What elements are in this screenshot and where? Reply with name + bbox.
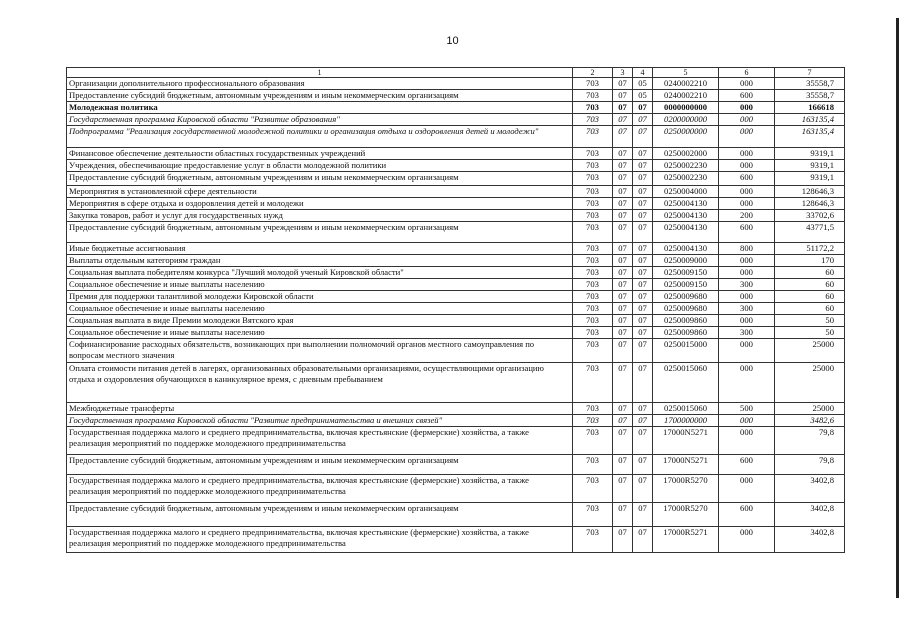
table-row [67,210,845,222]
table-row [67,303,845,315]
row-target-article-cell: 0250009000 [653,255,719,267]
row-code-cell: 703 [573,291,613,303]
row-expense-type-cell: 200 [719,210,775,222]
table-row [67,291,845,303]
row-name-cell: Предоставление субсидий бюджетным, автономным учреждениям и иным некоммерческим организациям [67,90,573,102]
page-edge-rule [896,18,899,598]
row-expense-type-cell: 000 [719,148,775,160]
row-section-cell: 07 [613,222,633,243]
row-subsection-cell: 05 [633,78,653,90]
row-code-cell: 703 [573,415,613,427]
table-row [67,339,845,363]
row-subsection-cell: 07 [633,363,653,403]
row-subsection-cell: 07 [633,315,653,327]
row-amount-cell: 79,8 [775,455,845,475]
row-amount-cell: 3402,8 [775,527,845,553]
row-target-article-cell: 17000R5271 [653,527,719,553]
header-cell: 2 [573,68,613,78]
row-target-article-cell: 0250015000 [653,339,719,363]
row-name-cell: Социальное обеспечение и иные выплаты населению [67,279,573,291]
header-cell: 1 [67,68,573,78]
table-row [67,363,845,403]
row-subsection-cell: 07 [633,475,653,503]
row-name-cell: Предоставление субсидий бюджетным, автономным учреждениям и иным некоммерческим организациям [67,455,573,475]
row-target-article-cell: 0250004130 [653,222,719,243]
row-amount-cell: 9319,1 [775,148,845,160]
row-code-cell: 703 [573,148,613,160]
row-amount-cell: 60 [775,303,845,315]
row-expense-type-cell: 000 [719,160,775,172]
row-amount-cell: 163135,4 [775,126,845,148]
row-subsection-cell: 07 [633,102,653,114]
row-code-cell: 703 [573,339,613,363]
row-subsection-cell: 07 [633,327,653,339]
row-name-cell: Закупка товаров, работ и услуг для государственных нужд [67,210,573,222]
row-amount-cell: 79,8 [775,427,845,455]
budget-table [66,67,845,553]
row-subsection-cell: 07 [633,279,653,291]
row-target-article-cell: 0200000000 [653,114,719,126]
row-target-article-cell: 17000R5270 [653,503,719,527]
row-section-cell: 07 [613,148,633,160]
row-expense-type-cell: 000 [719,78,775,90]
row-code-cell: 703 [573,267,613,279]
table-row [67,90,845,102]
row-expense-type-cell: 300 [719,279,775,291]
table-row [67,475,845,503]
row-expense-type-cell: 600 [719,172,775,186]
row-subsection-cell: 07 [633,114,653,126]
row-name-cell: Софинансирование расходных обязательств, возникающих при выполнении полномочий органов местного самоуправления по вопросам местного значения [67,339,573,363]
row-amount-cell: 3402,8 [775,475,845,503]
table-row [67,415,845,427]
row-name-cell: Социальное обеспечение и иные выплаты населению [67,303,573,315]
row-amount-cell: 3402,8 [775,503,845,527]
row-target-article-cell: 0240002210 [653,78,719,90]
table-row [67,186,845,198]
row-expense-type-cell: 600 [719,455,775,475]
row-subsection-cell: 07 [633,222,653,243]
row-section-cell: 07 [613,126,633,148]
row-name-cell: Государственная программа Кировской области "Развитие образования" [67,114,573,126]
row-subsection-cell: 07 [633,255,653,267]
table-row [67,198,845,210]
row-subsection-cell: 07 [633,527,653,553]
row-section-cell: 07 [613,160,633,172]
row-amount-cell: 60 [775,267,845,279]
row-target-article-cell: 17000R5270 [653,475,719,503]
row-section-cell: 07 [613,303,633,315]
table-row [67,455,845,475]
row-expense-type-cell: 000 [719,315,775,327]
table-row [67,327,845,339]
row-amount-cell: 163135,4 [775,114,845,126]
row-target-article-cell: 0250009150 [653,279,719,291]
row-code-cell: 703 [573,527,613,553]
row-amount-cell: 128646,3 [775,186,845,198]
row-subsection-cell: 07 [633,291,653,303]
row-code-cell: 703 [573,78,613,90]
row-amount-cell: 51172,2 [775,243,845,255]
row-target-article-cell: 1700000000 [653,415,719,427]
row-name-cell: Предоставление субсидий бюджетным, автономным учреждениям и иным некоммерческим организациям [67,222,573,243]
row-section-cell: 07 [613,186,633,198]
header-cell: 5 [653,68,719,78]
row-target-article-cell: 0250004130 [653,198,719,210]
row-code-cell: 703 [573,172,613,186]
row-section-cell: 07 [613,363,633,403]
row-name-cell: Организации дополнительного профессионального образования [67,78,573,90]
row-section-cell: 07 [613,114,633,126]
row-amount-cell: 25000 [775,403,845,415]
row-section-cell: 07 [613,427,633,455]
row-target-article-cell: 0250015060 [653,363,719,403]
row-name-cell: Социальное обеспечение и иные выплаты населению [67,327,573,339]
row-amount-cell: 33702,6 [775,210,845,222]
table-row [67,243,845,255]
row-name-cell: Социальная выплата в виде Премии молодежи Вятского края [67,315,573,327]
row-expense-type-cell: 500 [719,403,775,415]
table-row [67,427,845,455]
table-row [67,160,845,172]
table-row [67,403,845,415]
row-section-cell: 07 [613,403,633,415]
row-target-article-cell: 0250002230 [653,160,719,172]
row-section-cell: 07 [613,503,633,527]
page-number: 10 [446,35,459,47]
row-amount-cell: 50 [775,327,845,339]
row-target-article-cell: 0250009860 [653,327,719,339]
row-name-cell: Премия для поддержки талантливой молодежи Кировской области [67,291,573,303]
row-section-cell: 07 [613,291,633,303]
header-cell: 3 [613,68,633,78]
row-expense-type-cell: 000 [719,198,775,210]
row-section-cell: 07 [613,198,633,210]
row-code-cell: 703 [573,198,613,210]
row-expense-type-cell: 000 [719,363,775,403]
row-code-cell: 703 [573,363,613,403]
row-expense-type-cell: 600 [719,222,775,243]
row-section-cell: 07 [613,78,633,90]
row-subsection-cell: 07 [633,415,653,427]
row-section-cell: 07 [613,243,633,255]
row-amount-cell: 25000 [775,363,845,403]
row-code-cell: 703 [573,210,613,222]
row-target-article-cell: 0250002230 [653,172,719,186]
table-row [67,527,845,553]
row-target-article-cell: 0000000000 [653,102,719,114]
row-amount-cell: 128646,3 [775,198,845,210]
row-section-cell: 07 [613,267,633,279]
row-expense-type-cell: 800 [719,243,775,255]
row-expense-type-cell: 600 [719,90,775,102]
row-section-cell: 07 [613,172,633,186]
table-row [67,222,845,243]
row-amount-cell: 50 [775,315,845,327]
row-amount-cell: 60 [775,291,845,303]
row-expense-type-cell: 000 [719,255,775,267]
row-expense-type-cell: 000 [719,527,775,553]
row-subsection-cell: 07 [633,243,653,255]
header-row [67,68,845,78]
row-name-cell: Государственная поддержка малого и среднего предпринимательства, включая крестьянские (фермерские) хозяйства, а также реализация мероприятий по поддержке молодежного предпринимательства [67,527,573,553]
row-section-cell: 07 [613,315,633,327]
row-expense-type-cell: 300 [719,303,775,315]
table-row [67,148,845,160]
row-section-cell: 07 [613,90,633,102]
row-expense-type-cell: 000 [719,102,775,114]
row-code-cell: 703 [573,503,613,527]
header-cell: 7 [775,68,845,78]
row-code-cell: 703 [573,315,613,327]
row-amount-cell: 9319,1 [775,160,845,172]
row-code-cell: 703 [573,186,613,198]
row-expense-type-cell: 600 [719,503,775,527]
row-name-cell: Государственная поддержка малого и среднего предпринимательства, включая крестьянские (фермерские) хозяйства, а также реализация мероприятий по поддержке молодежного предпринимательства [67,427,573,455]
row-name-cell: Мероприятия в установленной сфере деятельности [67,186,573,198]
row-section-cell: 07 [613,255,633,267]
row-code-cell: 703 [573,114,613,126]
row-subsection-cell: 07 [633,186,653,198]
row-name-cell: Финансовое обеспечение деятельности областных государственных учреждений [67,148,573,160]
row-name-cell: Молодежная политика [67,102,573,114]
row-name-cell: Выплаты отдельным категориям граждан [67,255,573,267]
header-cell: 4 [633,68,653,78]
table-row [67,255,845,267]
row-subsection-cell: 07 [633,267,653,279]
row-section-cell: 07 [613,279,633,291]
row-section-cell: 07 [613,102,633,114]
row-code-cell: 703 [573,222,613,243]
row-section-cell: 07 [613,475,633,503]
row-amount-cell: 60 [775,279,845,291]
table-row [67,78,845,90]
row-expense-type-cell: 300 [719,327,775,339]
row-code-cell: 703 [573,327,613,339]
row-amount-cell: 9319,1 [775,172,845,186]
row-expense-type-cell: 000 [719,475,775,503]
row-amount-cell: 35558,7 [775,90,845,102]
table-row [67,315,845,327]
row-target-article-cell: 0250002000 [653,148,719,160]
table-row [67,279,845,291]
row-expense-type-cell: 000 [719,126,775,148]
table-row [67,503,845,527]
row-expense-type-cell: 000 [719,415,775,427]
row-target-article-cell: 0250009680 [653,291,719,303]
row-expense-type-cell: 000 [719,291,775,303]
table-row [67,126,845,148]
table-row [67,267,845,279]
row-target-article-cell: 0250004130 [653,243,719,255]
row-subsection-cell: 07 [633,172,653,186]
row-code-cell: 703 [573,427,613,455]
row-section-cell: 07 [613,210,633,222]
row-subsection-cell: 07 [633,303,653,315]
row-section-cell: 07 [613,327,633,339]
row-code-cell: 703 [573,455,613,475]
row-amount-cell: 170 [775,255,845,267]
row-name-cell: Мероприятия в сфере отдыха и оздоровления детей и молодежи [67,198,573,210]
row-code-cell: 703 [573,90,613,102]
row-target-article-cell: 0250015060 [653,403,719,415]
row-name-cell: Государственная программа Кировской области "Развитие предпринимательства и внешних связей" [67,415,573,427]
row-name-cell: Государственная поддержка малого и среднего предпринимательства, включая крестьянские (фермерские) хозяйства, а также реализация мероприятий по поддержке молодежного предпринимательства [67,475,573,503]
row-name-cell: Предоставление субсидий бюджетным, автономным учреждениям и иным некоммерческим организациям [67,503,573,527]
row-name-cell: Подпрограмма "Реализация государственной молодежной политики и организация отдыха и оздоровления детей и молодежи" [67,126,573,148]
table-row [67,102,845,114]
row-amount-cell: 25000 [775,339,845,363]
row-target-article-cell: 0250004130 [653,210,719,222]
row-name-cell: Оплата стоимости питания детей в лагерях, организованных образовательными организациями, осуществляющими организацию отдыха и оздоровления обучающихся в каникулярное время, с дневным пребыванием [67,363,573,403]
row-subsection-cell: 07 [633,210,653,222]
row-expense-type-cell: 000 [719,186,775,198]
row-name-cell: Межбюджетные трансферты [67,403,573,415]
row-subsection-cell: 07 [633,160,653,172]
row-subsection-cell: 07 [633,455,653,475]
row-target-article-cell: 0250009150 [653,267,719,279]
row-expense-type-cell: 000 [719,114,775,126]
row-expense-type-cell: 000 [719,339,775,363]
row-target-article-cell: 0250009680 [653,303,719,315]
row-name-cell: Социальная выплата победителям конкурса "Лучший молодой ученый Кировской области" [67,267,573,279]
row-amount-cell: 166618 [775,102,845,114]
row-name-cell: Предоставление субсидий бюджетным, автономным учреждениям и иным некоммерческим организациям [67,172,573,186]
row-target-article-cell: 17000N5271 [653,427,719,455]
table-row [67,114,845,126]
row-amount-cell: 3482,6 [775,415,845,427]
row-target-article-cell: 0250000000 [653,126,719,148]
row-subsection-cell: 07 [633,339,653,363]
row-subsection-cell: 07 [633,503,653,527]
row-target-article-cell: 0240002210 [653,90,719,102]
row-amount-cell: 43771,5 [775,222,845,243]
row-section-cell: 07 [613,339,633,363]
row-section-cell: 07 [613,415,633,427]
row-subsection-cell: 07 [633,403,653,415]
row-section-cell: 07 [613,455,633,475]
row-section-cell: 07 [613,527,633,553]
row-code-cell: 703 [573,303,613,315]
row-expense-type-cell: 000 [719,267,775,279]
row-code-cell: 703 [573,255,613,267]
row-code-cell: 703 [573,102,613,114]
row-code-cell: 703 [573,279,613,291]
row-amount-cell: 35558,7 [775,78,845,90]
row-target-article-cell: 0250004000 [653,186,719,198]
row-name-cell: Учреждения, обеспечивающие предоставление услуг в области молодежной политики [67,160,573,172]
row-subsection-cell: 07 [633,148,653,160]
table-row [67,172,845,186]
row-code-cell: 703 [573,403,613,415]
row-name-cell: Иные бюджетные ассигнования [67,243,573,255]
row-subsection-cell: 07 [633,427,653,455]
row-code-cell: 703 [573,126,613,148]
row-subsection-cell: 07 [633,198,653,210]
row-subsection-cell: 05 [633,90,653,102]
row-code-cell: 703 [573,243,613,255]
row-code-cell: 703 [573,160,613,172]
row-code-cell: 703 [573,475,613,503]
header-cell: 6 [719,68,775,78]
row-expense-type-cell: 000 [719,427,775,455]
row-target-article-cell: 17000N5271 [653,455,719,475]
row-target-article-cell: 0250009860 [653,315,719,327]
row-subsection-cell: 07 [633,126,653,148]
